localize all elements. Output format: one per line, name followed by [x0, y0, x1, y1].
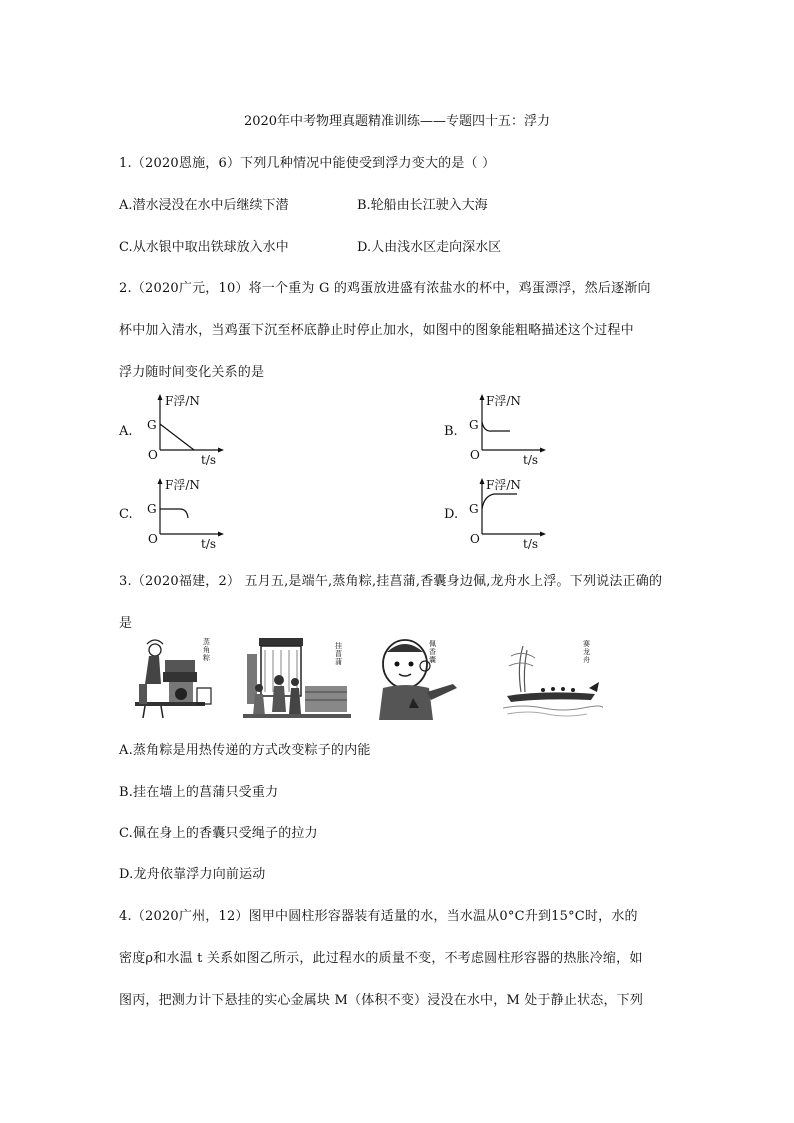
q2-graph-c-origin: O: [148, 532, 158, 546]
q4-line-2: 密度ρ和水温 t 关系如图乙所示，此过程水的质量不变，不考虑圆柱形容器的热胀冷缩，如: [119, 951, 643, 966]
q2-graph-d-y-label: F浮/N: [486, 478, 521, 492]
q2-graph-b-origin: O: [470, 448, 480, 462]
q2-graph-d-x-label: t/s: [523, 537, 539, 551]
caption-dragon-boat: 赛龙舟: [583, 640, 590, 664]
steaming-zongzi-illustration: [125, 636, 217, 720]
q2-graph-a-g-tick: G: [147, 418, 157, 432]
q2-graph-a-x-label: t/s: [201, 453, 217, 467]
q3-line-1: 3.（2020福建，2） 五月五,是端午,蒸角粽,挂菖蒲,香囊身边佩,龙舟水上浮。下列说法正确的: [119, 574, 663, 589]
hanging-calamus-illustration: [243, 636, 351, 720]
q1-option-a: A.潜水浸没在水中后继续下潜: [119, 198, 289, 213]
q1-option-b: B.轮船由长江驶入大海: [357, 198, 488, 213]
q2-graph-a-y-label: F浮/N: [165, 394, 200, 408]
caption-zongzi: 蒸角粽: [203, 638, 210, 662]
q2-graph-c-label: C.: [119, 507, 133, 522]
q2-graph-d-label: D.: [444, 507, 459, 522]
q3-option-d: D.龙舟依靠浮力向前运动: [119, 867, 266, 882]
q2-line-1: 2.（2020广元，10）将一个重为 G 的鸡蛋放进盛有浓盐水的杯中，鸡蛋漂浮，然后逐渐向: [119, 281, 651, 296]
q2-line-2: 杯中加入清水，当鸡蛋下沉至杯底静止时停止加水，如图中的图象能粗略描述这个过程中: [119, 323, 634, 338]
caption-calamus: 挂菖蒲: [335, 642, 342, 666]
q2-graph-a-origin: O: [148, 448, 158, 462]
q1-stem: 1.（2020恩施，6）下列几种情况中能使受到浮力变大的是（ ）: [119, 156, 496, 171]
q1-option-d: D.人由浅水区走向深水区: [357, 240, 502, 255]
dragon-boat-illustration: [503, 636, 603, 720]
q2-graph-c-y-label: F浮/N: [165, 478, 200, 492]
q1-option-c: C.从水银中取出铁球放入水中: [119, 240, 289, 255]
q2-graph-c-g-tick: G: [147, 502, 157, 516]
q3-option-c: C.佩在身上的香囊只受绳子的拉力: [119, 826, 318, 841]
q4-line-1: 4.（2020广州，12）图甲中圆柱形容器装有适量的水，当水温从0°C升到15°C时，水的: [119, 909, 638, 924]
q2-graph-a-label: A.: [119, 424, 133, 439]
q2-graph-b-g-tick: G: [469, 418, 479, 432]
q3-line-2: 是: [119, 616, 133, 631]
q2-line-3: 浮力随时间变化关系的是: [119, 365, 265, 380]
q3-option-a: A.蒸角粽是用热传递的方式改变粽子的内能: [119, 743, 371, 758]
caption-sachet: 佩香囊: [429, 640, 436, 664]
q2-graph-c-x-label: t/s: [201, 537, 217, 551]
page-title: 2020年中考物理真题精准训练——专题四十五：浮力: [243, 114, 551, 129]
wearing-sachet-illustration: [373, 636, 465, 720]
q4-line-3: 图丙，把测力计下悬挂的实心金属块 M（体积不变）浸没在水中，M 处于静止状态，下列: [119, 993, 644, 1008]
q3-option-b: B.挂在墙上的菖蒲只受重力: [119, 785, 279, 800]
q2-graph-b-y-label: F浮/N: [486, 394, 521, 408]
q2-graph-b-label: B.: [444, 424, 458, 439]
q2-graph-b-x-label: t/s: [523, 453, 539, 467]
q2-graph-d-origin: O: [470, 532, 480, 546]
q2-graph-d-g-tick: G: [469, 502, 479, 516]
